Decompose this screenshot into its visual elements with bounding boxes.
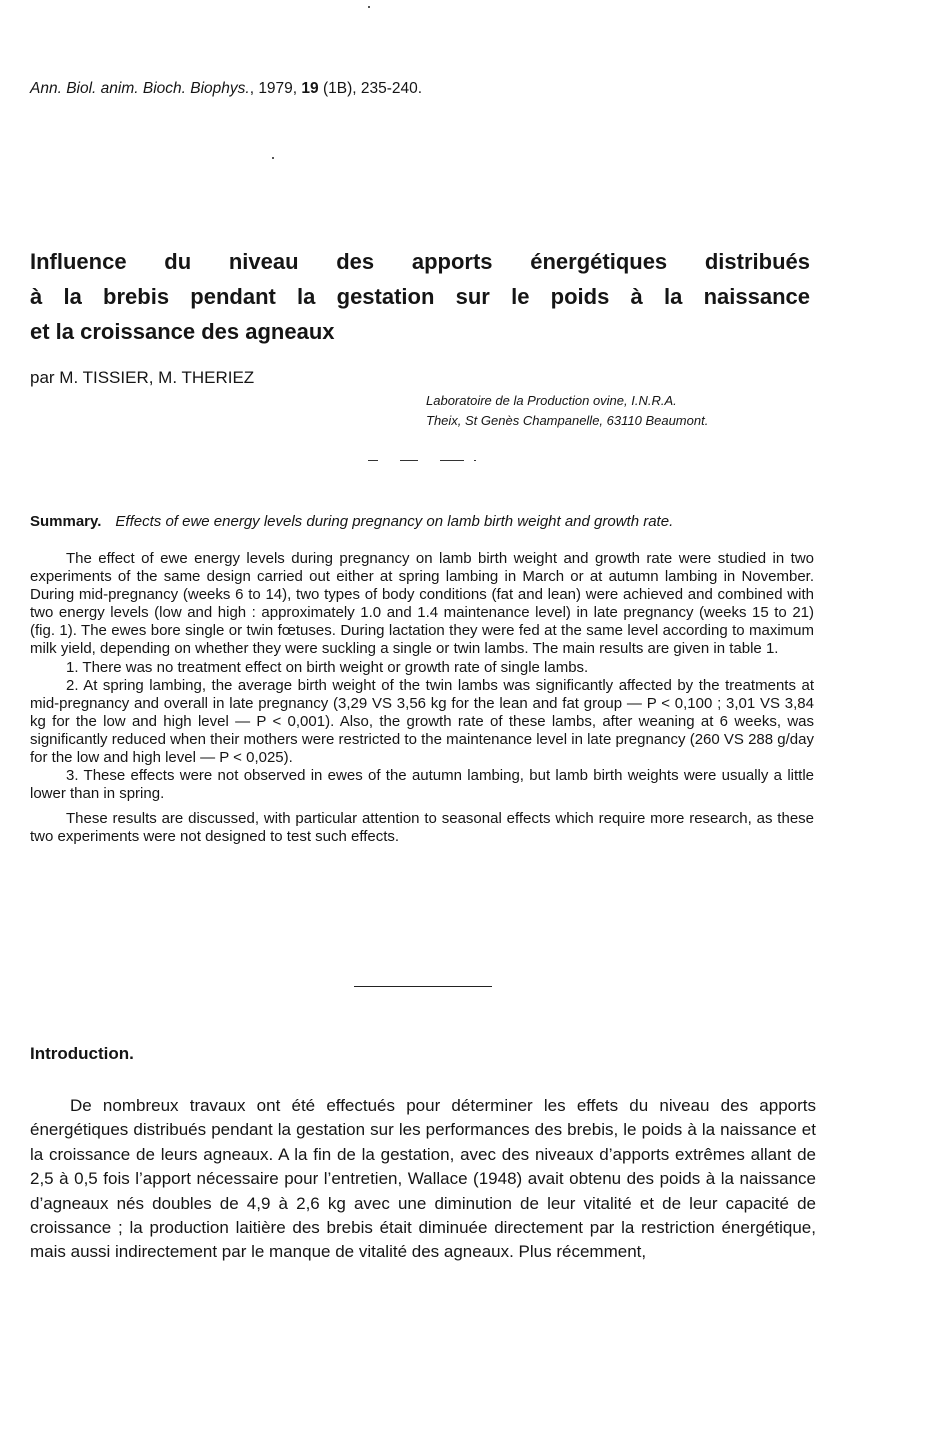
dash-separator	[368, 460, 378, 461]
title-line: Influence du niveau des apports énergétiques distribués	[30, 249, 810, 274]
summary-heading	[30, 513, 673, 530]
journal-year: , 1979,	[249, 80, 302, 97]
summary-paragraph: These results are discussed, with particular attention to seasonal effects which require more research, as these two experiments were not designed to test such effects.	[30, 810, 814, 846]
journal-volume: 19	[301, 80, 319, 97]
article-title	[30, 244, 810, 349]
journal-citation	[30, 80, 422, 98]
summary-subtitle: Effects of ewe energy levels during pregnancy on lamb birth weight and growth rate.	[115, 513, 674, 530]
title-line: et la croissance des agneaux	[30, 319, 335, 344]
affiliation	[426, 391, 708, 431]
summary-paragraph: 1. There was no treatment effect on birth weight or growth rate of single lambs.	[66, 658, 589, 676]
summary-body	[30, 550, 814, 847]
summary-paragraph: 2. At spring lambing, the average birth weight of the twin lambs was significantly affected by the treatments at mid-pregnancy and overall in late pregnancy (3,29 VS 3,56 kg for the lean and fat group — P < 0,100 ; 3,01 VS 3,84 kg for the low and high level — P < 0,001). Also, the growth rate of these lambs, after weaning at 6 weeks, was significantly reduced when their mothers were restricted to the maintenance level in late pregnancy (260 VS 288 g/day for the low and high level — P < 0,025).	[30, 676, 814, 767]
journal-issue-pages: (1B), 235-240.	[318, 80, 423, 97]
summary-paragraph: 3. These effects were not observed in ewes of the autumn lambing, but lamb birth weights were usually a little lower than in spring.	[30, 767, 814, 803]
dash-separator	[400, 460, 418, 461]
introduction-heading: Introduction.	[30, 1044, 134, 1063]
affiliation-line: Laboratoire de la Production ovine, I.N.R.A.	[426, 393, 677, 408]
author-line: par M. TISSIER, M. THERIEZ	[30, 368, 255, 387]
dash-separator	[474, 460, 476, 461]
affiliation-line: Theix, St Genès Champanelle, 63110 Beaumont.	[426, 413, 709, 428]
summary-label: Summary.	[30, 513, 102, 530]
title-line: à la brebis pendant la gestation sur le poids à la naissance	[30, 284, 810, 309]
journal-name: Ann. Biol. anim. Bioch. Biophys.	[30, 80, 250, 97]
summary-paragraph: The effect of ewe energy levels during pregnancy on lamb birth weight and growth rate were studied in two experiments of the same design carried out either at spring lambing in March or at autumn lambing in November. During mid-pregnancy (weeks 6 to 14), two types of body conditions (fat and lean) were achieved and combined with two energy levels (low and high : approximately 1.0 and 1.4 maintenance level) in late pregnancy (weeks 15 to 21) (fig. 1). The ewes bore single or twin fœtuses. During lactation they were fed at the same level according to maximum milk yield, depending on whether they were suckling a single or twin lambs. The main results are given in table 1.	[30, 550, 814, 658]
introduction-paragraph: De nombreux travaux ont été effectués pour déterminer les effets du niveau des apports énergétiques distribués pendant la gestation sur les performances des brebis, le poids à la naissance et la croissance de leurs agneaux. A la fin de la gestation, avec des niveaux d’apports extrêmes allant de 2,5 à 0,5 fois l’apport nécessaire pour l’entretien, Wallace (1948) avait obtenu des poids à la naissance d’agneaux nés doubles de 4,9 à 2,6 kg avec une diminution de leur vitalité et de leur capacité de croissance ; la production laitière des brebis était diminuée directement par la restriction énergétique, mais aussi indirectement par le manque de vitalité des agneaux. Plus récemment,	[30, 1096, 816, 1262]
scan-speck	[272, 157, 274, 159]
dash-separator	[440, 460, 464, 461]
scan-speck	[368, 6, 370, 8]
introduction-body	[30, 1094, 816, 1265]
section-separator	[354, 986, 492, 987]
